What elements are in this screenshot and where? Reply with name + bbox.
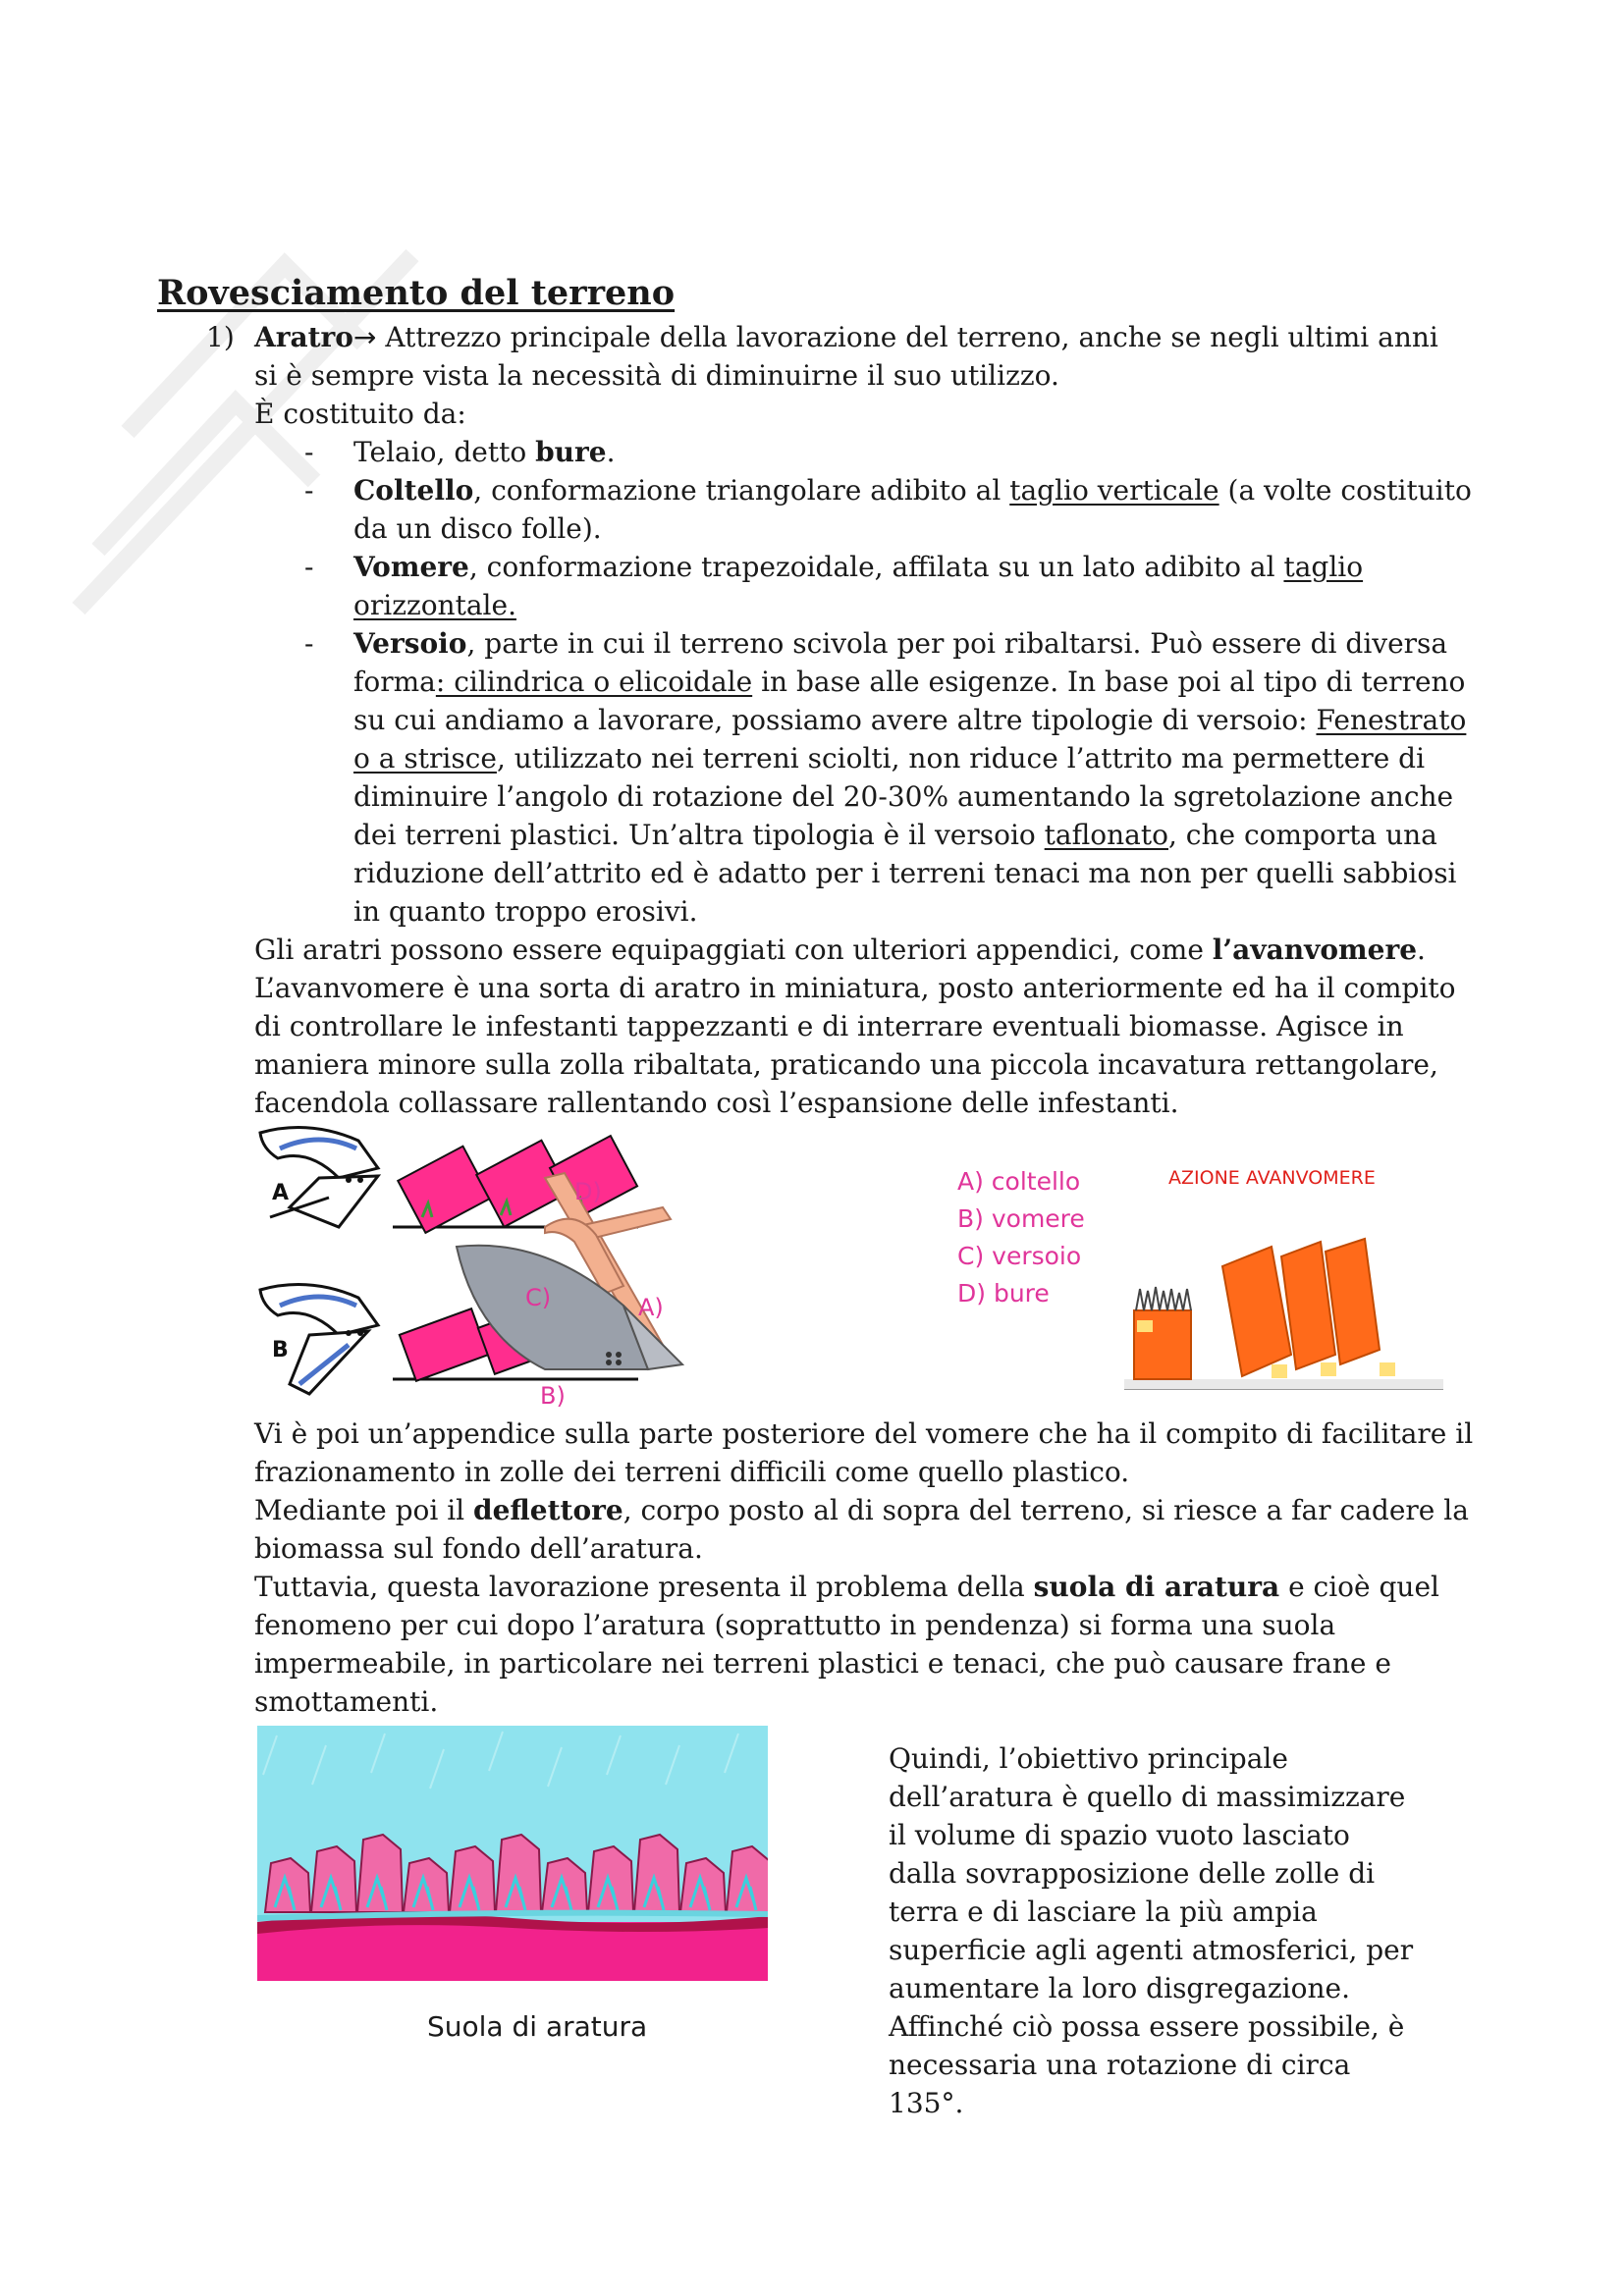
paragraph-line: smottamenti. xyxy=(254,1685,439,1718)
part-line: su cui andiamo a lavorare, possiamo avere altre tipologie di versoio: Fenestrato xyxy=(353,704,1467,736)
side-line: terra e di lasciare la più ampia xyxy=(889,1896,1318,1928)
figure-plough-diagram xyxy=(250,1119,1448,1414)
paragraph-line: biomassa sul fondo dell’aratura. xyxy=(254,1532,703,1565)
zolla-clod xyxy=(357,1835,403,1912)
legend-item: C) versoio xyxy=(957,1242,1082,1270)
legend-item: D) bure xyxy=(957,1279,1050,1308)
costituito-label: È costituito da: xyxy=(254,398,466,430)
side-line: necessaria una rotazione di circa xyxy=(889,2049,1351,2081)
list-dash: - xyxy=(304,474,314,507)
part-line: riduzione dell’attrito ed è adatto per i terreni tenaci ma non per quelli sabbiosi xyxy=(353,857,1457,889)
paragraph-line: maniera minore sulla zolla ribaltata, praticando una piccola incavatura rettangolare, xyxy=(254,1048,1438,1081)
paragraph-line: di controllare le infestanti tappezzanti e di interrare eventuali biomasse. Agisce in xyxy=(254,1010,1404,1042)
part-line: diminuire l’angolo di rotazione del 20-30% aumentando la sgretolazione anche xyxy=(353,780,1454,813)
legend-item: B) vomere xyxy=(957,1204,1085,1233)
plough-label-d: D) xyxy=(574,1178,602,1205)
list-dash: - xyxy=(304,436,314,468)
side-line: 135°. xyxy=(889,2087,964,2119)
plough-b-sketch xyxy=(260,1285,378,1394)
side-line: superficie agli agenti atmosferici, per xyxy=(889,1934,1414,1966)
part-line: dei terreni plastici. Un’altra tipologia è il versoio taflonato, che comporta una xyxy=(353,819,1437,851)
arrow-icon: → xyxy=(352,321,377,353)
part-line: in quanto troppo erosivi. xyxy=(353,895,698,928)
zolla-clod xyxy=(311,1846,356,1912)
plough-label-c: C) xyxy=(525,1284,552,1311)
part-line: o a strisce, utilizzato nei terreni sciolti, non riduce l’attrito ma permettere di xyxy=(353,742,1426,774)
side-line: aumentare la loro disgregazione. xyxy=(889,1972,1350,2004)
aratro-intro-line1: Aratro→ Attrezzo principale della lavorazione del terreno, anche se negli ultimi anni xyxy=(254,321,1438,353)
figure-suola-aratura xyxy=(257,1726,768,1981)
list-number: 1) xyxy=(206,321,235,353)
azione-avanvomere-title: AZIONE AVANVOMERE xyxy=(1168,1167,1376,1189)
plough-label-a: A) xyxy=(638,1294,664,1321)
part-line: orizzontale. xyxy=(353,589,516,621)
plough-legend xyxy=(957,1167,1085,1308)
plough-label-b: B) xyxy=(540,1382,566,1410)
paragraph-line: impermeabile, in particolare nei terreni plastici e tenaci, che può causare frane e xyxy=(254,1647,1391,1680)
side-line: il volume di spazio vuoto lasciato xyxy=(889,1819,1350,1851)
paragraph-line: Gli aratri possono essere equipaggiati con ulteriori appendici, come l’avanvomere. xyxy=(254,934,1426,966)
part-line: da un disco folle). xyxy=(353,512,602,545)
side-line: Quindi, l’obiettivo principale xyxy=(889,1742,1288,1775)
zolla-clod xyxy=(634,1835,679,1912)
legend-item: A) coltello xyxy=(957,1167,1081,1196)
azione-avanvomere-figure xyxy=(1124,1167,1443,1389)
paragraph-line: L’avanvomere è una sorta di aratro in miniatura, posto anteriormente ed ha il compito xyxy=(254,972,1456,1004)
paragraph-line: facendola collassare rallentando così l’espansione delle infestanti. xyxy=(254,1087,1179,1119)
part-line: Versoio, parte in cui il terreno scivola per poi ribaltarsi. Può essere di diversa xyxy=(353,627,1448,660)
paragraph-line: frazionamento in zolle dei terreni difficili come quello plastico. xyxy=(254,1456,1130,1488)
zolla-clod xyxy=(450,1846,495,1912)
list-dash: - xyxy=(304,627,314,660)
label-b: B xyxy=(272,1338,289,1362)
paragraph-line: fenomeno per cui dopo l’aratura (soprattutto in pendenza) si forma una suola xyxy=(254,1609,1336,1641)
part-line: Telaio, detto bure. xyxy=(353,436,616,468)
paragraph-line: Vi è poi un’appendice sulla parte posteriore del vomere che ha il compito di facilitare il xyxy=(254,1417,1474,1450)
part-line: forma: cilindrica o elicoidale in base alle esigenze. In base poi al tipo di terreno xyxy=(353,666,1466,698)
label-a: A xyxy=(272,1181,290,1205)
term-aratro: Aratro xyxy=(254,321,353,353)
part-line: Vomere, conformazione trapezoidale, affilata su un lato adibito al taglio xyxy=(353,551,1364,583)
aratro-intro-line2: si è sempre vista la necessità di diminuirne il suo utilizzo. xyxy=(254,359,1059,392)
plough-a-sketch xyxy=(260,1128,378,1227)
paragraph-line: Mediante poi il deflettore, corpo posto al di sopra del terreno, si riesce a far cadere la xyxy=(254,1494,1469,1526)
zolla-clod xyxy=(588,1846,633,1912)
part-line: Coltello, conformazione triangolare adibito al taglio verticale (a volte costituito xyxy=(353,474,1472,507)
zolla-clod xyxy=(496,1835,541,1912)
plough-illustration xyxy=(457,1173,682,1410)
side-line: Affinché ciò possa essere possibile, è xyxy=(889,2010,1405,2043)
figure-caption: Suola di aratura xyxy=(427,2010,648,2043)
side-line: dalla sovrapposizione delle zolle di xyxy=(889,1857,1376,1890)
paragraph-line: Tuttavia, questa lavorazione presenta il problema della suola di aratura e cioè quel xyxy=(254,1571,1439,1603)
section-title: Rovesciamento del terreno xyxy=(157,273,676,313)
side-line: dell’aratura è quello di massimizzare xyxy=(889,1781,1406,1813)
list-dash: - xyxy=(304,551,314,583)
